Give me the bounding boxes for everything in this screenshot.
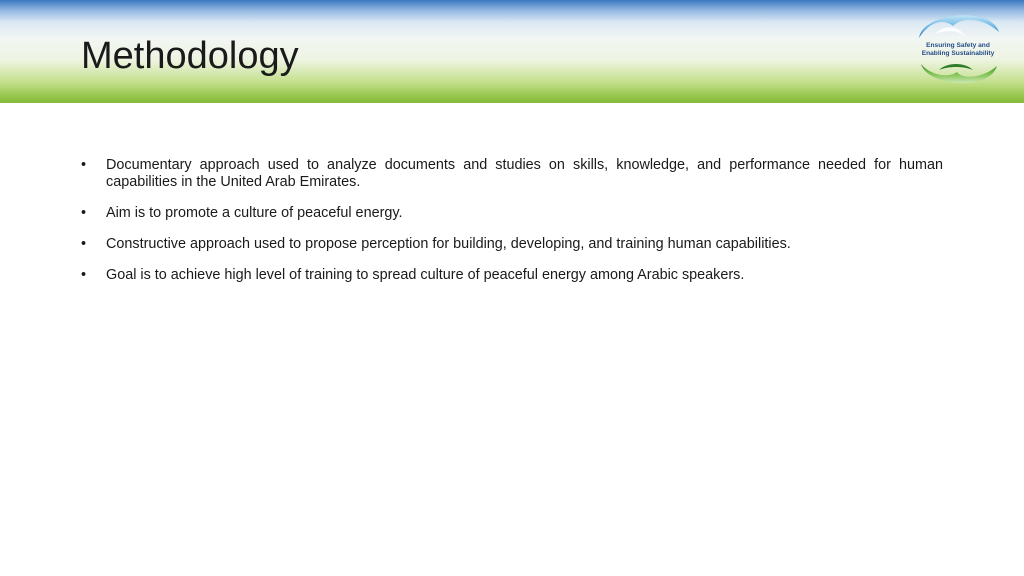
logo-tagline-line1: Ensuring Safety and [926, 42, 990, 49]
bullet-text: Goal is to achieve high level of training to spread culture of peaceful energy among Arabic speakers. [106, 267, 745, 283]
bullet-icon: • [81, 205, 87, 221]
bullet-text: Aim is to promote a culture of peaceful energy. [106, 205, 403, 221]
methodology-bullet-list [81, 157, 943, 298]
bullet-item [81, 205, 943, 222]
header-banner [0, 0, 1024, 103]
bullet-icon: • [81, 157, 87, 173]
bullet-item [81, 267, 943, 284]
logo-tagline-line2: Enabling Sustainability [921, 50, 995, 57]
bullet-text: Constructive approach used to propose perception for building, developing, and training human capabilities. [106, 236, 791, 252]
slide-title: Methodology [81, 35, 299, 77]
bullet-icon: • [81, 267, 87, 283]
bullet-item [81, 236, 943, 253]
bullet-text: Documentary approach used to analyze documents and studies on skills, knowledge, and performance needed for human capabilities in the United Arab Emirates. [106, 157, 943, 190]
organization-logo [913, 4, 1003, 100]
bullet-item [81, 157, 943, 191]
bullet-icon: • [81, 236, 87, 252]
